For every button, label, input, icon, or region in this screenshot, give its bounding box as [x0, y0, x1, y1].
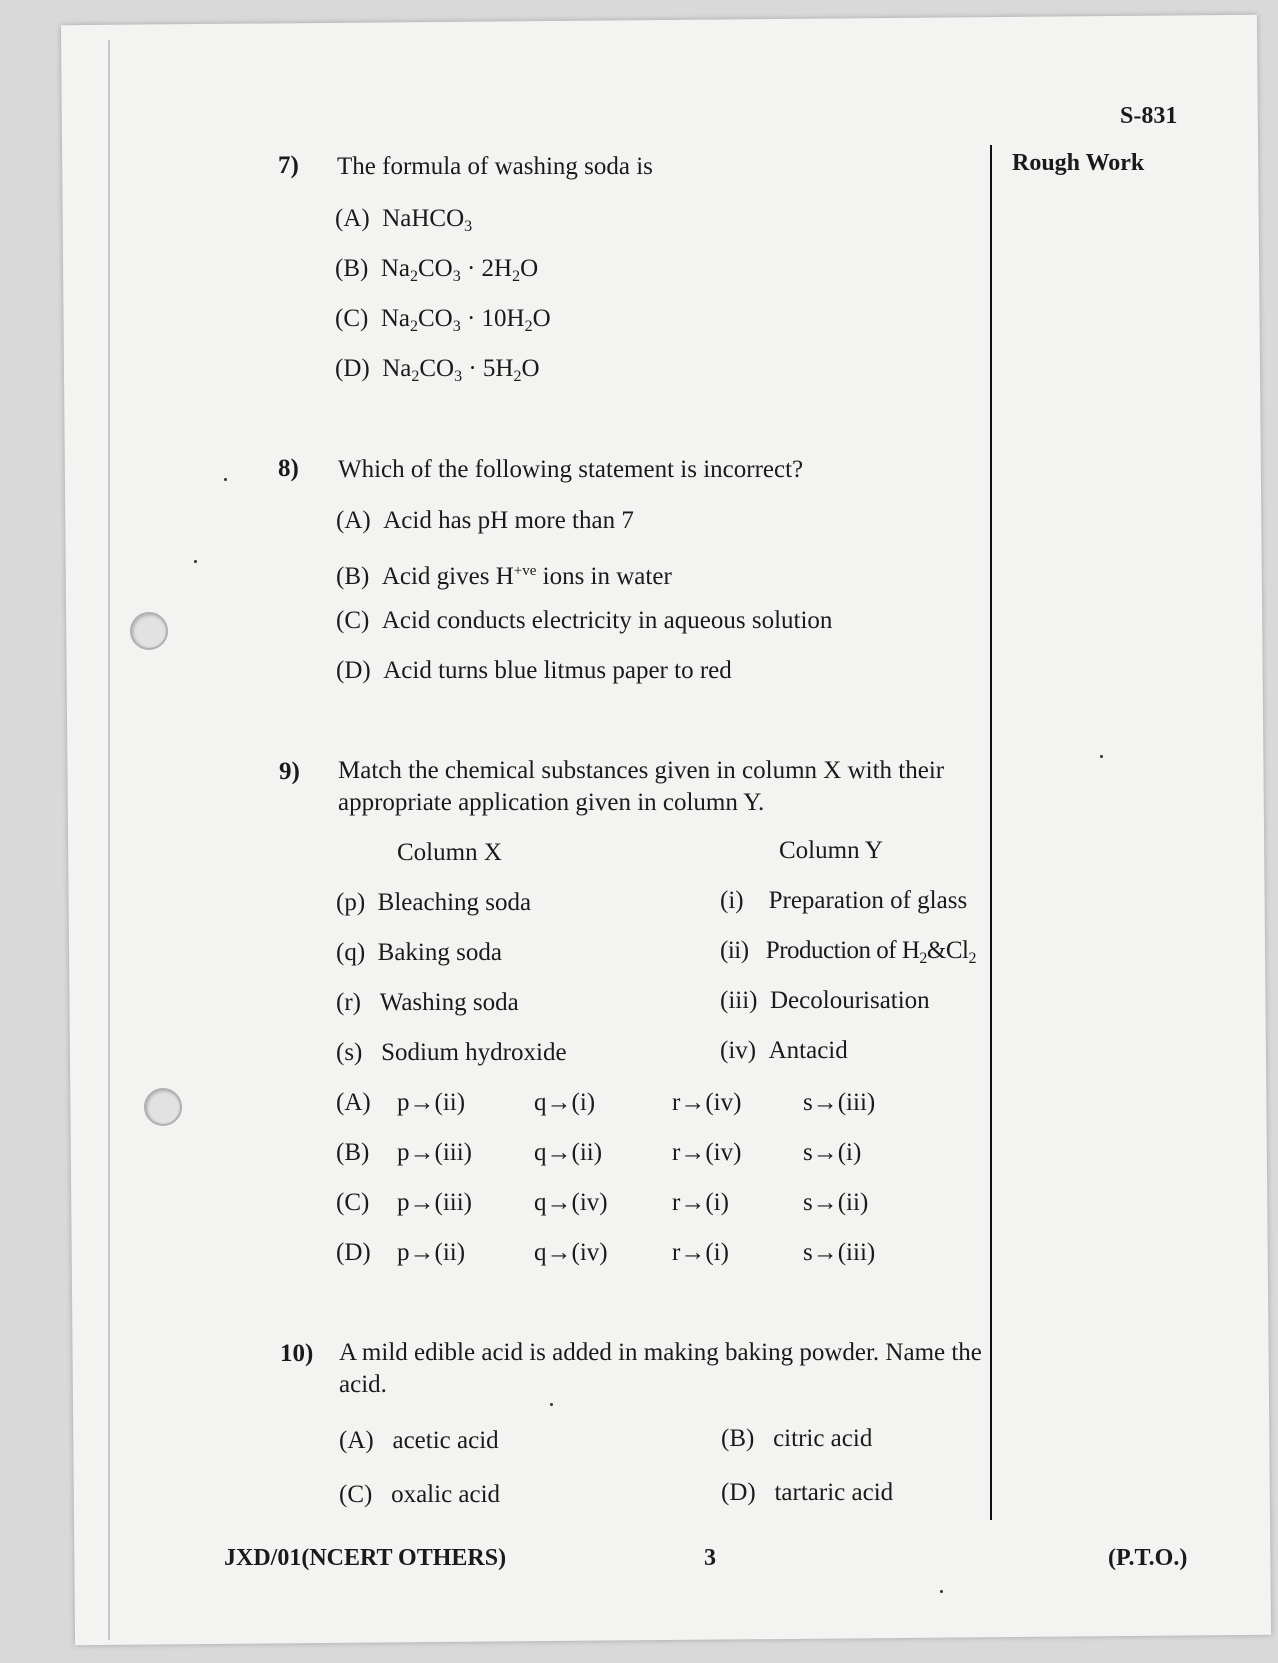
q7-option-d — [335, 354, 540, 392]
option-label: (A) — [335, 205, 370, 232]
rough-work-divider — [990, 145, 992, 1520]
formula: $Na_2CO_3 \cdot 5H_2O$ — [382, 355, 540, 385]
q9-option-d-r: r→(i) — [672, 1239, 729, 1266]
q9-option-d-s: s→(iii) — [803, 1239, 876, 1266]
q9-option-c-r: r→(i) — [672, 1189, 729, 1216]
q9-option-b-s: s→(i) — [803, 1139, 862, 1166]
q8-option-d: (D) Acid turns blue litmus paper to red — [336, 657, 732, 684]
q10-option-c: (C) oxalic acid — [339, 1481, 501, 1508]
scan-speck — [940, 1590, 943, 1593]
question-7-number: 7) — [278, 152, 299, 179]
formula: $Na_2CO_3 \cdot 10H_2O$ — [380, 305, 551, 335]
q9-option-a-s: s→(iii) — [803, 1089, 876, 1116]
q7-option-c — [335, 304, 551, 342]
q9-option-c-label: (C) — [336, 1189, 370, 1216]
q9-option-c-s: s→(ii) — [803, 1189, 869, 1216]
punch-hole-bottom — [144, 1088, 182, 1126]
footer-pto: (P.T.O.) — [1108, 1545, 1188, 1571]
paper-code: S-831 — [1120, 103, 1178, 129]
match-row-iii: (iii) Decolourisation — [720, 987, 930, 1014]
column-x-heading: Column X — [397, 839, 502, 866]
option-label: (C) — [335, 305, 369, 332]
option-label: (D) — [335, 355, 370, 382]
q9-option-a-r: r→(iv) — [672, 1089, 742, 1116]
q10-option-d: (D) tartaric acid — [721, 1479, 894, 1506]
q10-option-b: (B) citric acid — [721, 1425, 873, 1452]
match-row-r: (r) Washing soda — [336, 989, 519, 1016]
rough-work-heading: Rough Work — [1012, 150, 1145, 176]
option-label: (B) — [335, 255, 369, 282]
formula: NaHCO$_3$ — [382, 205, 473, 235]
paper-sheet — [61, 15, 1271, 1645]
q9-option-c-p: p→(iii) — [397, 1189, 472, 1216]
question-10-number: 10) — [280, 1340, 314, 1367]
question-10-line-2: acid. — [339, 1371, 387, 1398]
question-9-line-1: Match the chemical substances given in column X with their — [338, 757, 945, 784]
q8-option-c: (C) Acid conducts electricity in aqueous solution — [336, 607, 833, 634]
q8-option-a: (A) Acid has pH more than 7 — [336, 507, 634, 534]
q9-option-b-p: p→(iii) — [397, 1139, 472, 1166]
match-row-i: (i) Preparation of glass — [720, 887, 968, 914]
match-row-s: (s) Sodium hydroxide — [336, 1039, 567, 1066]
q9-option-a-label: (A) — [336, 1089, 371, 1116]
scan-speck — [194, 560, 197, 563]
punch-hole-top — [130, 612, 168, 650]
scan-speck — [224, 478, 227, 481]
q9-option-b-label: (B) — [336, 1139, 370, 1166]
q9-option-c-q: q→(iv) — [534, 1189, 608, 1216]
q9-option-a-q: q→(i) — [534, 1089, 596, 1116]
match-row-q: (q) Baking soda — [336, 939, 502, 966]
match-row-iv: (iv) Antacid — [720, 1037, 848, 1064]
q9-option-b-q: q→(ii) — [534, 1139, 603, 1166]
q9-option-d-label: (D) — [336, 1239, 371, 1266]
scan-speck — [1100, 755, 1103, 758]
question-8-text: Which of the following statement is incorrect? — [338, 456, 804, 483]
question-8-number: 8) — [278, 455, 299, 482]
match-row-ii: (ii) Production of $H_2\&Cl_2$ — [720, 937, 976, 967]
formula: $Na_2CO_3 \cdot 2H_2O$ — [380, 255, 539, 285]
q7-option-a — [335, 204, 472, 242]
question-7-text: The formula of washing soda is — [337, 153, 653, 180]
footer-paper-id: JXD/01(NCERT OTHERS) — [224, 1545, 507, 1571]
column-y-heading: Column Y — [779, 837, 883, 864]
q7-option-b — [335, 254, 538, 292]
match-row-p: (p) Bleaching soda — [336, 889, 532, 916]
scan-speck — [550, 1403, 553, 1406]
margin-fold-line — [108, 40, 110, 1640]
question-9-line-2: appropriate application given in column Y. — [338, 789, 765, 816]
q8-option-b: (B) Acid gives $H^{+ve}$ ions in water — [336, 563, 672, 590]
question-10-line-1: A mild edible acid is added in making baking powder. Name the — [339, 1339, 982, 1366]
q10-option-a: (A) acetic acid — [339, 1427, 499, 1454]
q9-option-a-p: p→(ii) — [397, 1089, 466, 1116]
q9-option-d-q: q→(iv) — [534, 1239, 608, 1266]
q9-option-b-r: r→(iv) — [672, 1139, 742, 1166]
q9-option-d-p: p→(ii) — [397, 1239, 466, 1266]
question-9-number: 9) — [279, 758, 300, 785]
footer-page-number: 3 — [704, 1545, 716, 1571]
